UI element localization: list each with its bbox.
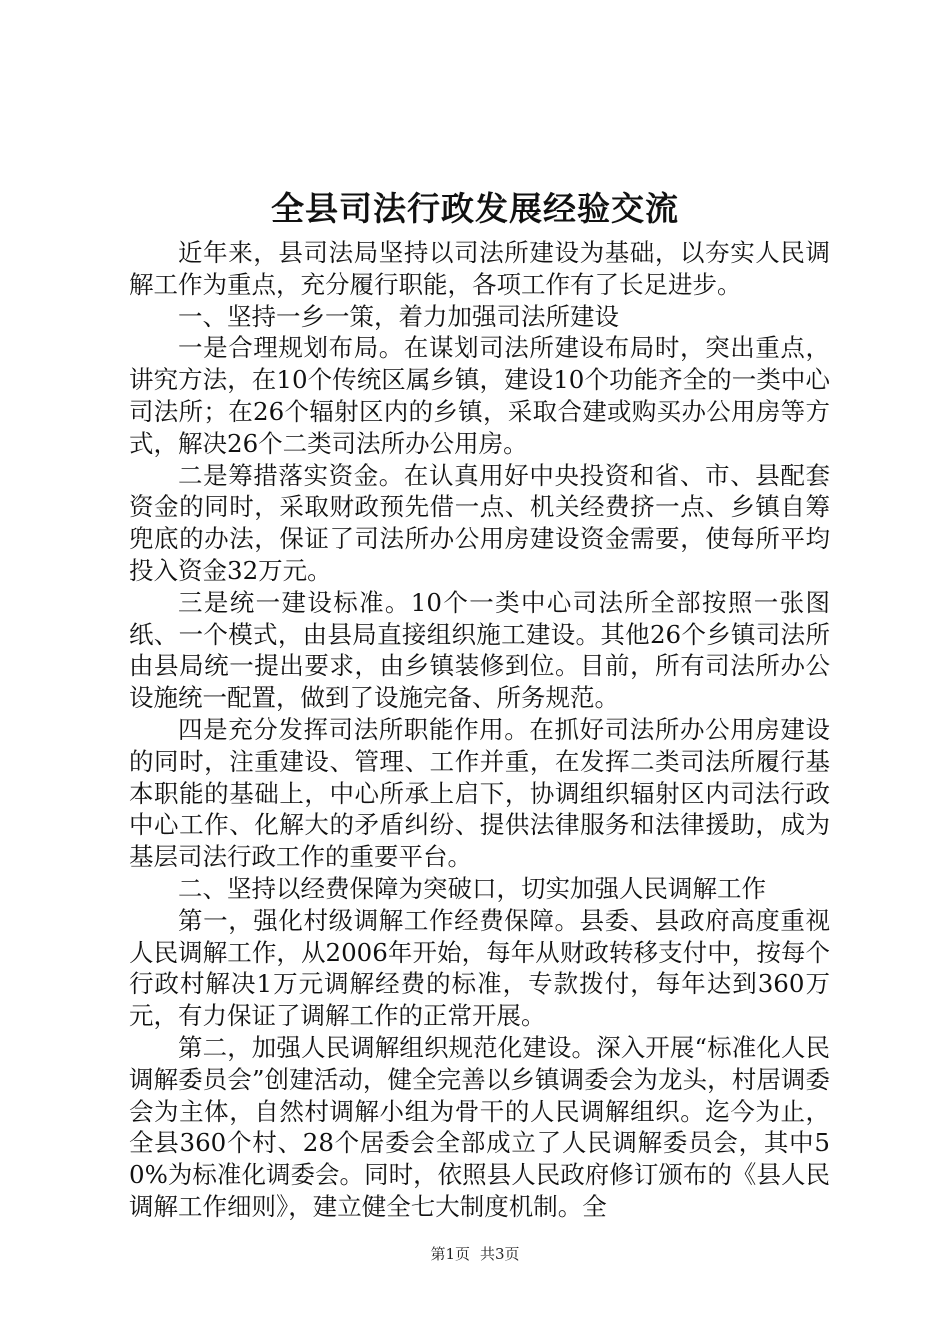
document-body: [129, 237, 830, 1223]
paragraph-intro: 近年来，县司法局坚持以司法所建设为基础，以夯实人民调解工作为重点，充分履行职能，各项工作有了长足进步。: [129, 238, 830, 299]
paragraph-standardization: 第二，加强人民调解组织规范化建设。深入开展“标准化人民调解委员会”创建活动，健全完善以乡镇调委会为龙头，村居调委会为主体，自然村调解小组为骨干的人民调解组织。迄今为止，全县360个村、28个居委会全部成立了人民调解委员会，其中50%为标准化调委会。同时，依照县人民政府修订颁布的《县人民调解工作细则》，建立健全七大制度机制。全: [129, 1032, 830, 1221]
paragraph-standards: 三是统一建设标准。10个一类中心司法所全部按照一张图纸、一个模式，由县局直接组织施工建设。其他26个乡镇司法所由县局统一提出要求，由乡镇装修到位。目前，所有司法所办公设施统一配置，做到了设施完备、所务规范。: [129, 587, 830, 713]
paragraph-funding: 二是筹措落实资金。在认真用好中央投资和省、市、县配套资金的同时，采取财政预先借一点、机关经费挤一点、乡镇自筹兜底的办法，保证了司法所办公用房建设资金需要，使每所平均投入资金32万元。: [129, 460, 830, 585]
page-total: 共3页: [480, 1245, 520, 1263]
section-heading-1: 一、坚持一乡一策，着力加强司法所建设: [178, 301, 619, 331]
document-title: 全县司法行政发展经验交流: [271, 189, 679, 228]
paragraph-village-funding: 第一，强化村级调解工作经费保障。县委、县政府高度重视人民调解工作，从2006年开始，每年从财政转移支付中，按每个行政村解决1万元调解经费的标准，专款拨付，每年达到360万元，有力保证了调解工作的正常开展。: [129, 905, 830, 1031]
section-heading-2: 二、坚持以经费保障为突破口，切实加强人民调解工作: [178, 873, 766, 903]
page-number: 第1页: [430, 1245, 470, 1263]
paragraph-planning: 一是合理规划布局。在谋划司法所建设布局时，突出重点，讲究方法，在10个传统区属乡镇，建设10个功能齐全的一类中心司法所；在26个辐射区内的乡镇，采取合建或购买办公用房等方式，解决26个二类司法所办公用房。: [129, 333, 830, 458]
paragraph-functions: 四是充分发挥司法所职能作用。在抓好司法所办公用房建设的同时，注重建设、管理、工作并重，在发挥二类司法所履行基本职能的基础上，中心所承上启下，协调组织辐射区内司法行政中心工作、化解大的矛盾纠纷、提供法律服务和法律援助，成为基层司法行政工作的重要平台。: [129, 714, 830, 872]
page-footer: [0, 1244, 950, 1264]
